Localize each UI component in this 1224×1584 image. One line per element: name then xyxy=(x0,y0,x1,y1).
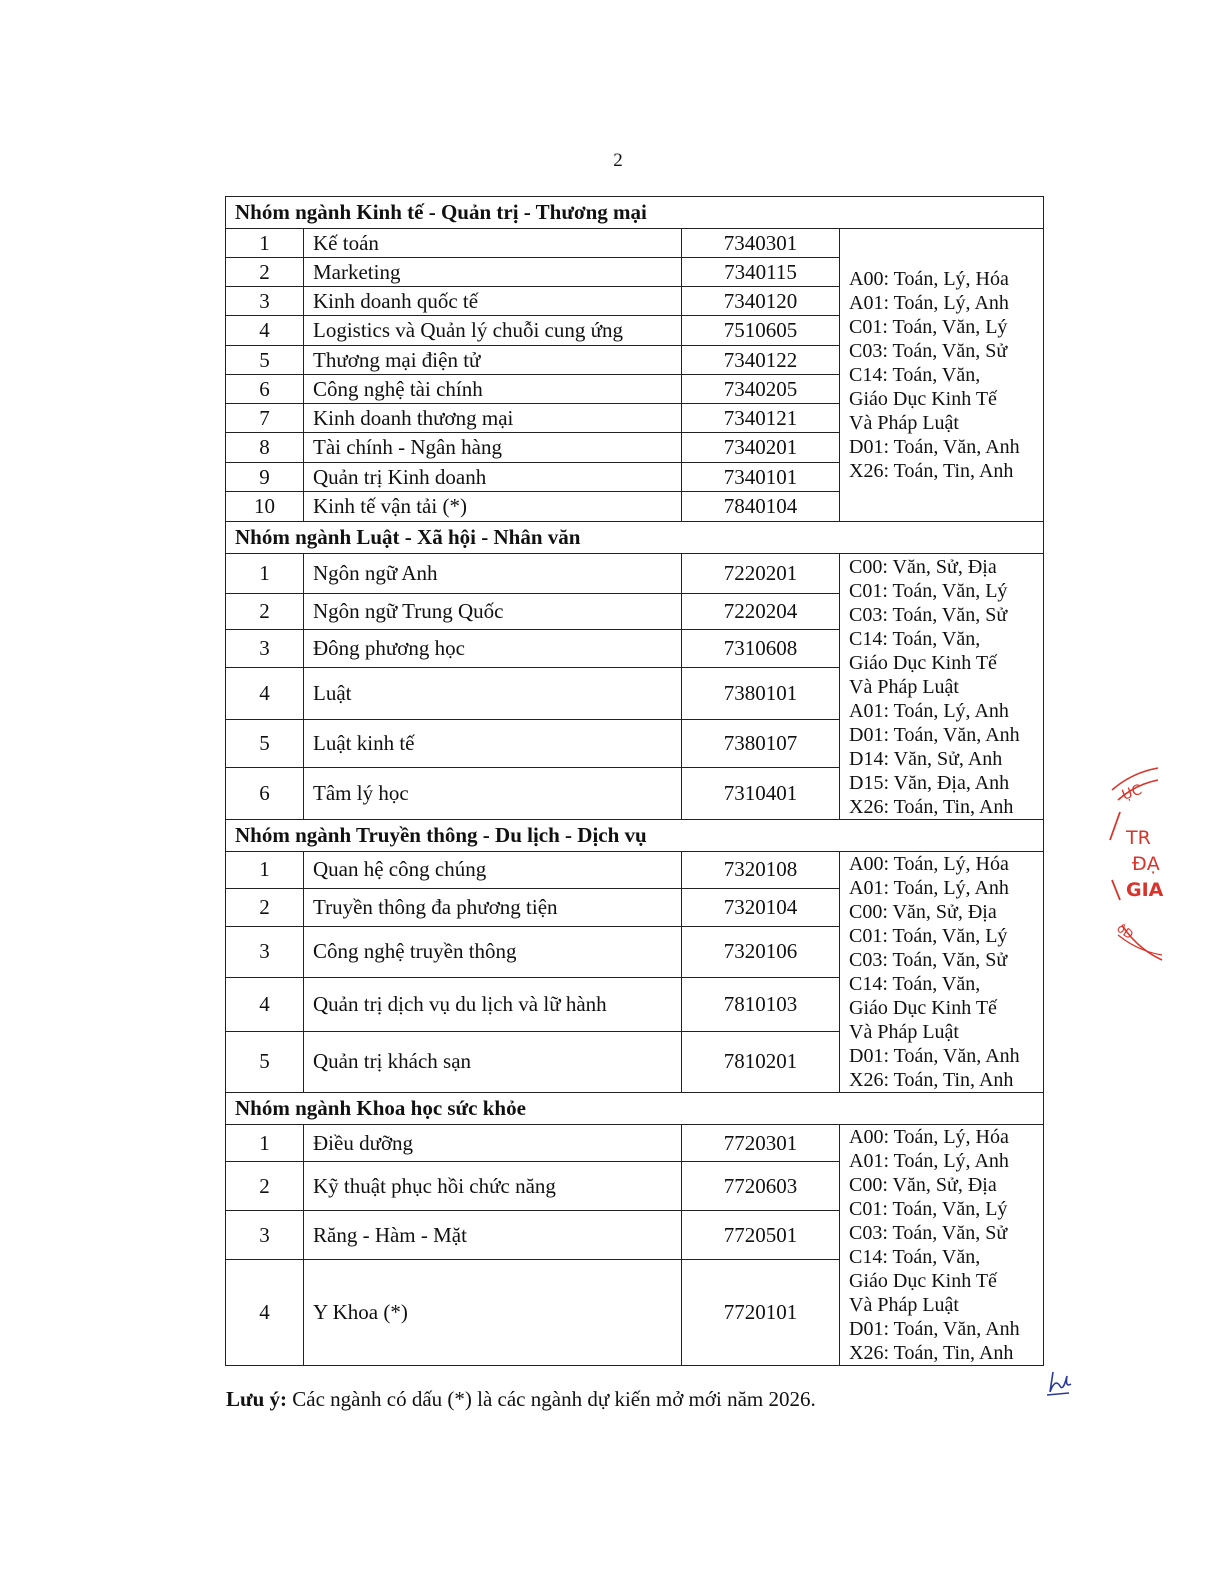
combination-line: C14: Toán, Văn, xyxy=(849,973,981,995)
combination-line: C03: Toán, Văn, Sử xyxy=(849,949,1008,971)
major-name: Quản trị dịch vụ du lịch và lữ hành xyxy=(304,977,682,1031)
subject-combinations xyxy=(840,1125,1044,1366)
major-name: Marketing xyxy=(304,258,682,287)
major-code: 7720603 xyxy=(682,1162,840,1211)
major-name: Truyền thông đa phương tiện xyxy=(304,888,682,926)
svg-text:ỤC: ỤC xyxy=(1119,781,1145,804)
subject-combinations xyxy=(840,554,1044,820)
major-code: 7220201 xyxy=(682,554,840,594)
row-number: 1 xyxy=(226,1125,304,1162)
combination-line: C14: Toán, Văn, xyxy=(849,627,981,650)
combination-line: Và Pháp Luật xyxy=(849,1294,959,1316)
row-number: 2 xyxy=(226,888,304,926)
group-title: Nhóm ngành Truyền thông - Du lịch - Dịch vụ xyxy=(226,820,1044,852)
row-number: 6 xyxy=(226,375,304,404)
combination-line: C01: Toán, Văn, Lý xyxy=(849,316,1008,338)
major-name: Y Khoa (*) xyxy=(304,1260,682,1366)
table-row xyxy=(226,852,1044,889)
row-number: 4 xyxy=(226,1260,304,1366)
row-number: 3 xyxy=(226,630,304,668)
major-code: 7320106 xyxy=(682,926,840,977)
major-code: 7510605 xyxy=(682,316,840,346)
major-code: 7220204 xyxy=(682,594,840,630)
combination-line: D01: Toán, Văn, Anh xyxy=(849,1045,1020,1067)
subject-combinations xyxy=(840,229,1044,522)
combination-line: C00: Văn, Sử, Địa xyxy=(849,1174,997,1196)
major-code: 7310401 xyxy=(682,768,840,820)
page-number: 2 xyxy=(613,150,623,171)
combination-line: C01: Toán, Văn, Lý xyxy=(849,925,1008,947)
major-name: Thương mại điện tử xyxy=(304,346,682,375)
row-number: 3 xyxy=(226,287,304,316)
major-code: 7380101 xyxy=(682,668,840,720)
major-code: 7340101 xyxy=(682,463,840,492)
major-name: Tài chính - Ngân hàng xyxy=(304,433,682,463)
major-name: Logistics và Quản lý chuỗi cung ứng xyxy=(304,316,682,346)
row-number: 10 xyxy=(226,492,304,522)
row-number: 8 xyxy=(226,433,304,463)
major-code: 7320108 xyxy=(682,852,840,889)
row-number: 1 xyxy=(226,852,304,889)
majors-table xyxy=(225,196,1044,1366)
combination-line: A01: Toán, Lý, Anh xyxy=(849,877,1009,899)
combination-line: C01: Toán, Văn, Lý xyxy=(849,1198,1008,1220)
combination-line: C03: Toán, Văn, Sử xyxy=(849,1222,1008,1244)
row-number: 7 xyxy=(226,404,304,433)
major-code: 7810201 xyxy=(682,1031,840,1092)
major-name: Quan hệ công chúng xyxy=(304,852,682,889)
combination-line: C00: Văn, Sử, Địa xyxy=(849,555,997,578)
row-number: 4 xyxy=(226,977,304,1031)
combination-line: A01: Toán, Lý, Anh xyxy=(849,699,1009,722)
combination-line: X26: Toán, Tin, Anh xyxy=(849,1069,1014,1091)
combination-line: D15: Văn, Địa, Anh xyxy=(849,771,1010,794)
major-code: 7340122 xyxy=(682,346,840,375)
row-number: 4 xyxy=(226,668,304,720)
combination-line: A00: Toán, Lý, Hóa xyxy=(849,268,1009,290)
combination-line: Và Pháp Luật xyxy=(849,675,959,698)
combination-line: X26: Toán, Tin, Anh xyxy=(849,795,1014,818)
combination-line: D01: Toán, Văn, Anh xyxy=(849,1318,1020,1340)
group-header-row xyxy=(226,197,1044,229)
handwritten-initials xyxy=(1045,1368,1075,1398)
combination-line: C14: Toán, Văn, xyxy=(849,364,981,386)
combination-line: A01: Toán, Lý, Anh xyxy=(849,292,1009,314)
combination-line: Giáo Dục Kinh Tế xyxy=(849,997,997,1019)
major-code: 7720101 xyxy=(682,1260,840,1366)
row-number: 3 xyxy=(226,1211,304,1260)
major-code: 7340115 xyxy=(682,258,840,287)
major-name: Luật kinh tế xyxy=(304,720,682,768)
major-code: 7380107 xyxy=(682,720,840,768)
major-code: 7340120 xyxy=(682,287,840,316)
group-header-row xyxy=(226,1093,1044,1125)
row-number: 4 xyxy=(226,316,304,346)
combination-line: C00: Văn, Sử, Địa xyxy=(849,901,997,923)
major-code: 7810103 xyxy=(682,977,840,1031)
major-code: 7320104 xyxy=(682,888,840,926)
major-code: 7340205 xyxy=(682,375,840,404)
major-name: Kinh doanh quốc tế xyxy=(304,287,682,316)
combination-line: Giáo Dục Kinh Tế xyxy=(849,1270,997,1292)
group-title: Nhóm ngành Luật - Xã hội - Nhân văn xyxy=(226,522,1044,554)
combination-line: D01: Toán, Văn, Anh xyxy=(849,723,1020,746)
combination-line: Và Pháp Luật xyxy=(849,412,959,434)
row-number: 2 xyxy=(226,594,304,630)
row-number: 2 xyxy=(226,258,304,287)
row-number: 1 xyxy=(226,554,304,594)
combination-line: D14: Văn, Sử, Anh xyxy=(849,747,1003,770)
row-number: 5 xyxy=(226,1031,304,1092)
major-name: Tâm lý học xyxy=(304,768,682,820)
major-name: Kỹ thuật phục hồi chức năng xyxy=(304,1162,682,1211)
group-header-row xyxy=(226,820,1044,852)
svg-text:TR: TR xyxy=(1126,827,1151,849)
group-title: Nhóm ngành Kinh tế - Quản trị - Thương mại xyxy=(226,197,1044,229)
row-number: 2 xyxy=(226,1162,304,1211)
major-name: Quản trị Kinh doanh xyxy=(304,463,682,492)
major-name: Đông phương học xyxy=(304,630,682,668)
combination-line: C03: Toán, Văn, Sử xyxy=(849,340,1008,362)
major-name: Công nghệ truyền thông xyxy=(304,926,682,977)
table-row xyxy=(226,554,1044,594)
major-name: Công nghệ tài chính xyxy=(304,375,682,404)
combination-line: D01: Toán, Văn, Anh xyxy=(849,436,1020,458)
combination-line: Giáo Dục Kinh Tế xyxy=(849,388,997,410)
major-code: 7340121 xyxy=(682,404,840,433)
svg-text:ôĐ: ôĐ xyxy=(1114,920,1136,943)
row-number: 1 xyxy=(226,229,304,258)
major-name: Kinh tế vận tải (*) xyxy=(304,492,682,522)
combination-line: C03: Toán, Văn, Sử xyxy=(849,603,1008,626)
svg-text:GIA: GIA xyxy=(1126,879,1164,901)
footnote xyxy=(226,1387,816,1412)
major-name: Kinh doanh thương mại xyxy=(304,404,682,433)
major-name: Luật xyxy=(304,668,682,720)
red-seal-stamp xyxy=(1092,760,1224,970)
combination-line: C14: Toán, Văn, xyxy=(849,1246,981,1268)
combination-line: X26: Toán, Tin, Anh xyxy=(849,460,1014,482)
row-number: 5 xyxy=(226,720,304,768)
combination-line: Giáo Dục Kinh Tế xyxy=(849,651,997,674)
combination-line: Và Pháp Luật xyxy=(849,1021,959,1043)
footnote-text: Các ngành có dấu (*) là các ngành dự kiến mở mới năm 2026. xyxy=(287,1387,816,1411)
major-code: 7340201 xyxy=(682,433,840,463)
table-row xyxy=(226,1125,1044,1162)
table-row xyxy=(226,229,1044,258)
svg-text:ĐẠ: ĐẠ xyxy=(1132,853,1160,875)
major-code: 7840104 xyxy=(682,492,840,522)
row-number: 6 xyxy=(226,768,304,820)
major-name: Răng - Hàm - Mặt xyxy=(304,1211,682,1260)
subject-combinations xyxy=(840,852,1044,1093)
combination-line: A00: Toán, Lý, Hóa xyxy=(849,1126,1009,1148)
row-number: 3 xyxy=(226,926,304,977)
major-name: Kế toán xyxy=(304,229,682,258)
major-code: 7720501 xyxy=(682,1211,840,1260)
major-name: Ngôn ngữ Anh xyxy=(304,554,682,594)
major-code: 7720301 xyxy=(682,1125,840,1162)
combination-line: C01: Toán, Văn, Lý xyxy=(849,579,1008,602)
group-header-row xyxy=(226,522,1044,554)
row-number: 5 xyxy=(226,346,304,375)
row-number: 9 xyxy=(226,463,304,492)
footnote-label: Lưu ý: xyxy=(226,1387,288,1411)
combination-line: A01: Toán, Lý, Anh xyxy=(849,1150,1009,1172)
group-title: Nhóm ngành Khoa học sức khỏe xyxy=(226,1093,1044,1125)
major-name: Điều dưỡng xyxy=(304,1125,682,1162)
combination-line: A00: Toán, Lý, Hóa xyxy=(849,853,1009,875)
major-name: Ngôn ngữ Trung Quốc xyxy=(304,594,682,630)
major-name: Quản trị khách sạn xyxy=(304,1031,682,1092)
combination-line: X26: Toán, Tin, Anh xyxy=(849,1342,1014,1364)
major-code: 7340301 xyxy=(682,229,840,258)
major-code: 7310608 xyxy=(682,630,840,668)
